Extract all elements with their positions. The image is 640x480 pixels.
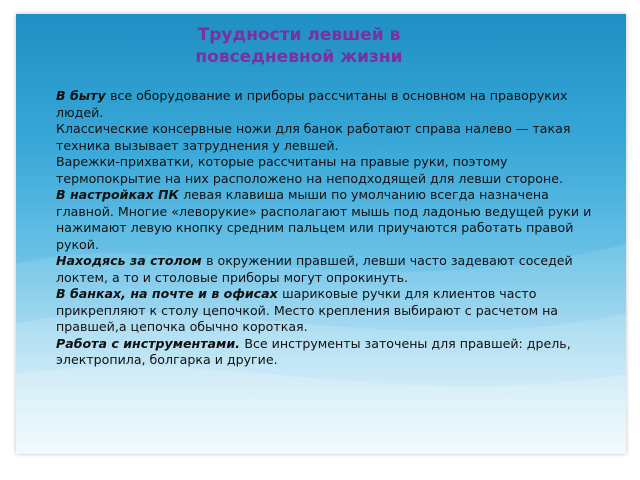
paragraph-banks-offices — [56, 286, 596, 336]
slide-body — [56, 88, 596, 369]
slide-title — [134, 24, 464, 68]
title-line-2: повседневной жизни — [195, 47, 403, 67]
paragraph-text: в окружении правшей, левши часто задевают соседей локтем, а то и столовые приборы могут опрокинуть. — [56, 253, 573, 285]
paragraph-text: левая клавиша мыши по умолчанию всегда назначена главной. Многие «леворукие» располагают мышь под ладонью ведущей руки и нажимают левую кнопку средним пальцем или приучаются работать правой рукой. — [56, 187, 592, 252]
title-line-1: Трудности левшей в — [197, 25, 401, 45]
paragraph-lead: Находясь за столом — [56, 253, 207, 268]
paragraph-text: Классические консервные ножи для банок работают справа налево — такая техника вызывает затруднения у левшей. — [56, 121, 571, 153]
paragraph-tools — [56, 336, 596, 369]
paragraph-text: Варежки-прихватки, которые рассчитаны на правые руки, поэтому термопокрытие на них расположено на неподходящей для левши стороне. — [56, 154, 563, 186]
paragraph-text: Все инструменты заточены для правшей: дрель, электропила, болгарка и другие. — [56, 335, 571, 367]
paragraph-lead: В настройках ПК — [56, 187, 184, 202]
paragraph-lead: В быту — [56, 88, 111, 103]
paragraph-can-openers — [56, 121, 596, 154]
paragraph-oven-mitts — [56, 154, 596, 187]
paragraph-text: шариковые ручки для клиентов часто прикрепляют к столу цепочкой. Место крепления выбирают с расчетом на правшей,а цепочка обычно короткая. — [56, 286, 559, 334]
paragraph-text: все оборудование и приборы рассчитаны в основном на праворуких людей. — [56, 88, 568, 120]
paragraph-lead: В банках, на почте и в офисах — [56, 286, 283, 301]
paragraph-pc-settings — [56, 187, 596, 253]
paragraph-daily-life — [56, 88, 596, 121]
paragraph-lead: Работа с инструментами. — [56, 335, 245, 351]
background-panel — [16, 14, 626, 454]
paragraph-at-table — [56, 253, 596, 286]
slide-content — [16, 14, 626, 454]
